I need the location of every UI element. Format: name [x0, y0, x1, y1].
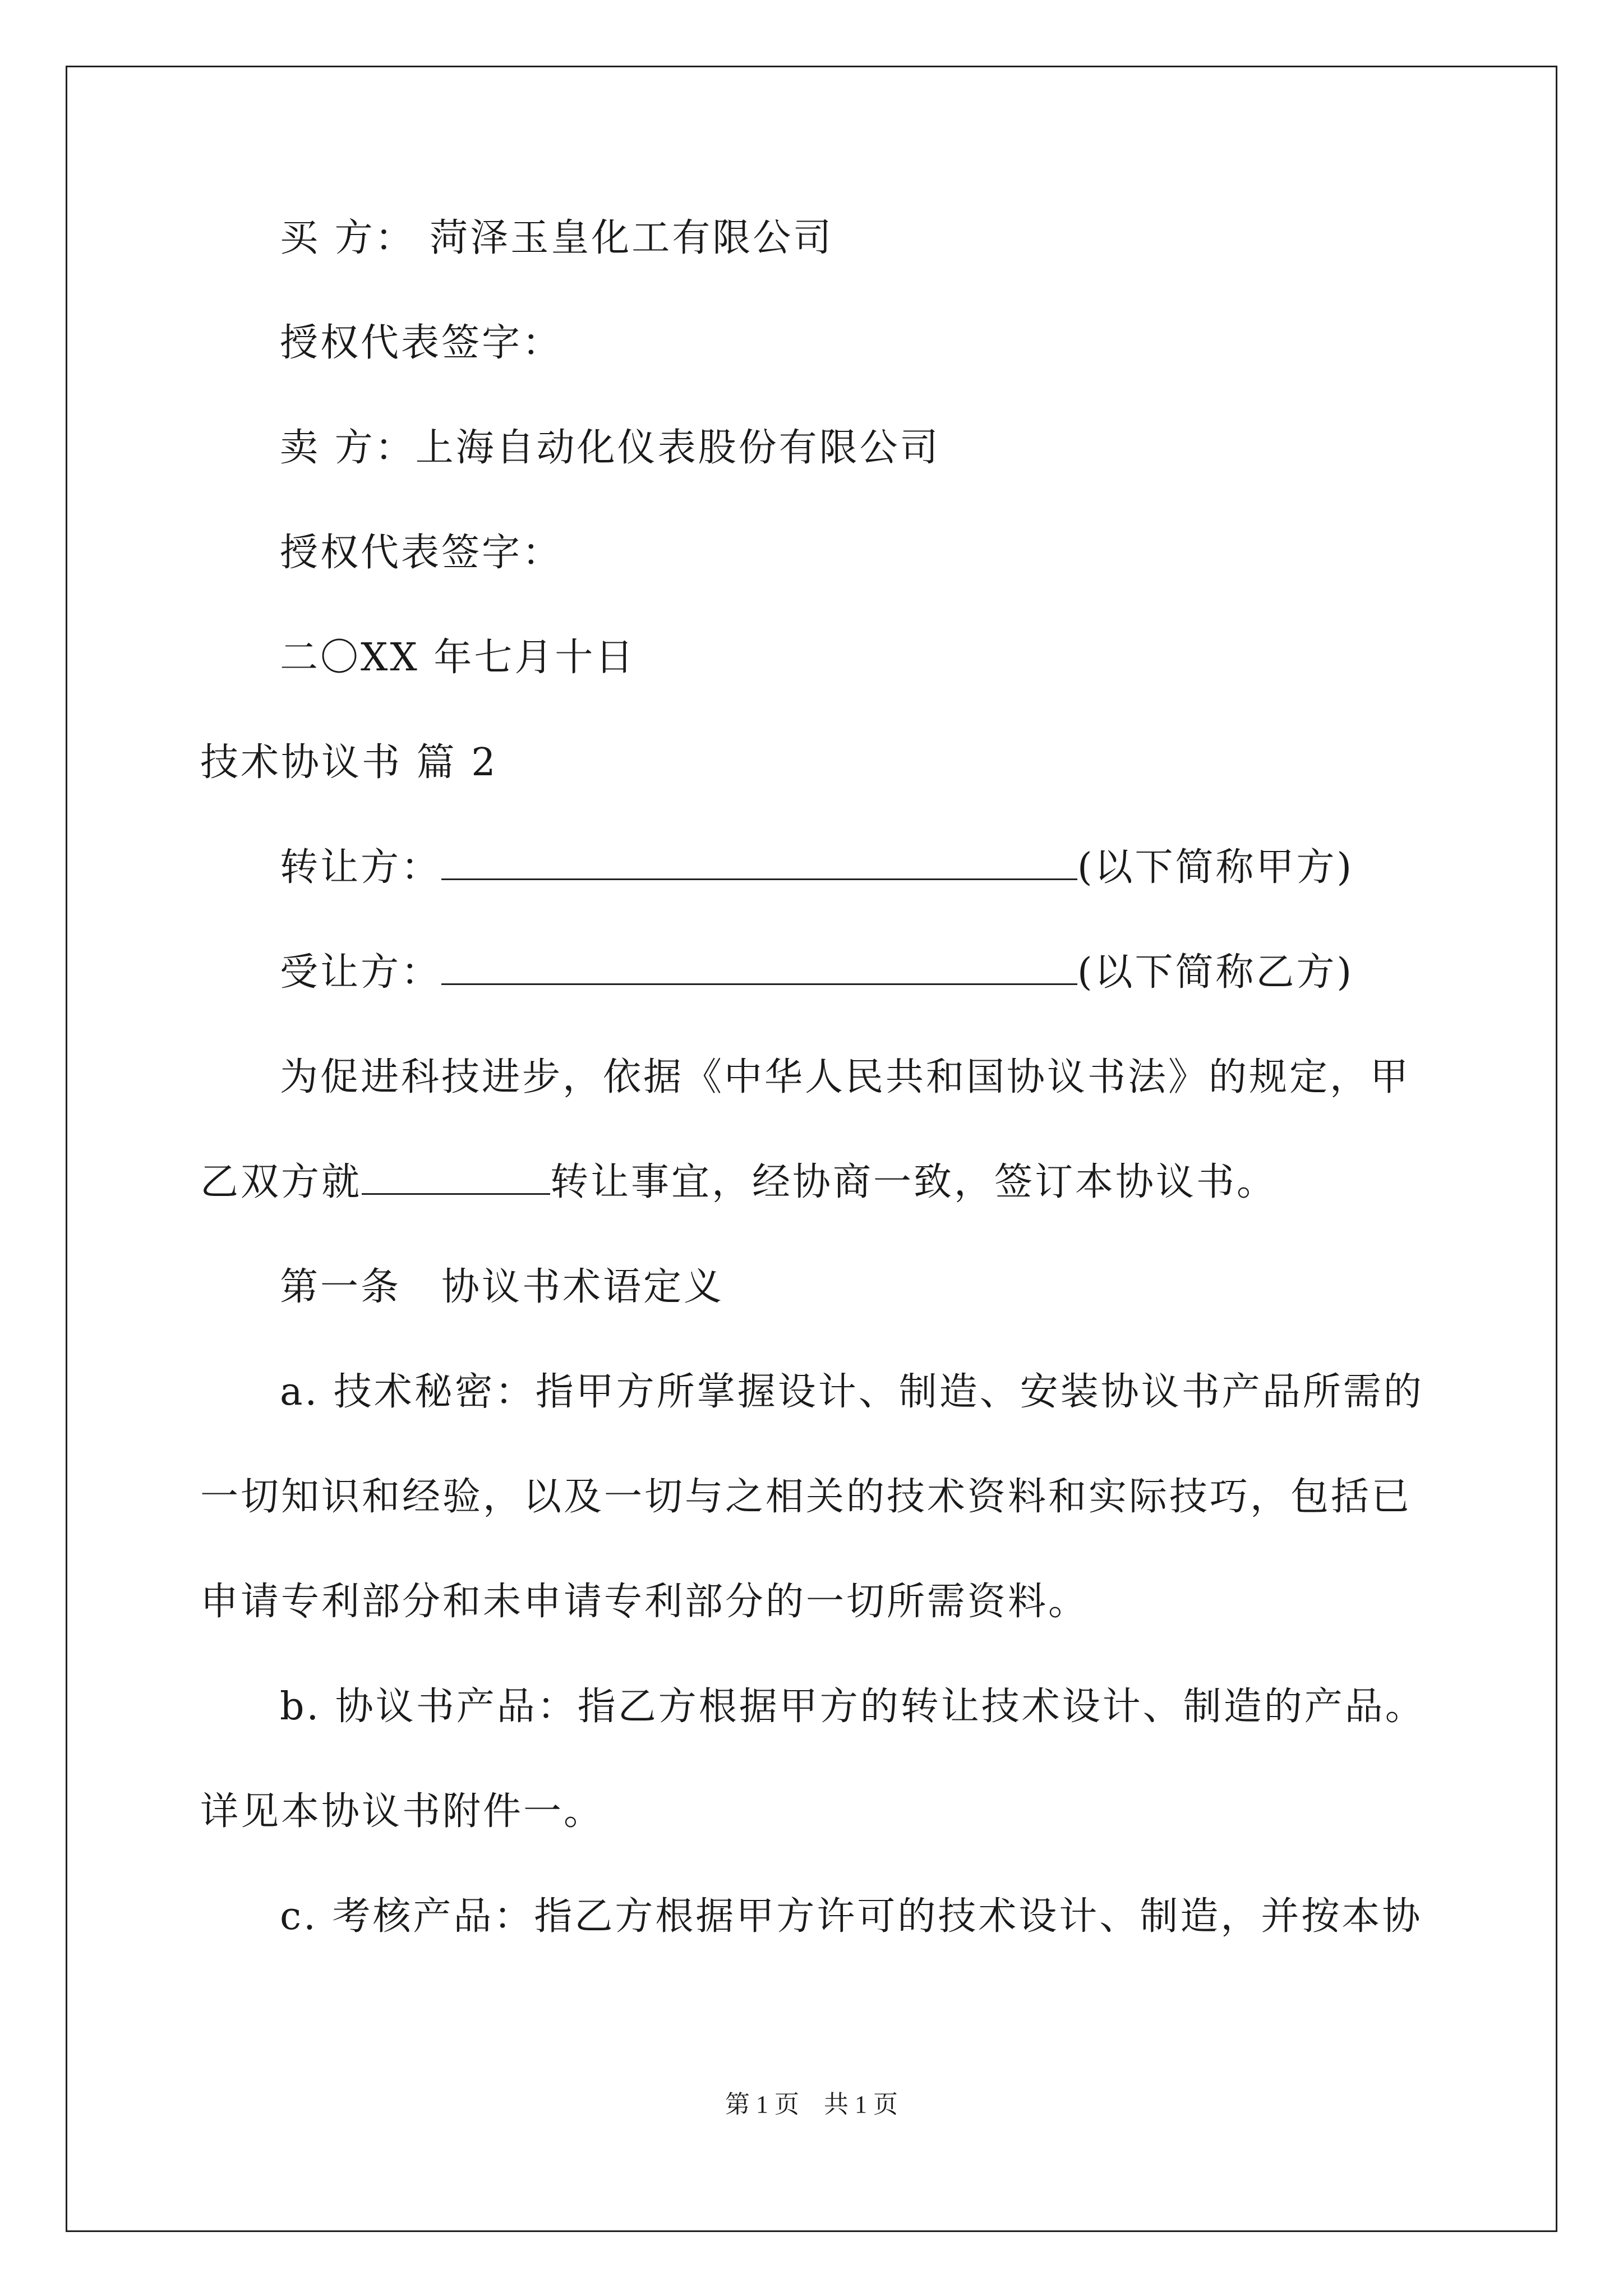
transferee-label: 受让方：	[280, 950, 442, 995]
clause-b-line-2: 详见本协议书附件一。	[200, 1789, 605, 1834]
buyer-line: 买 方： 菏泽玉皇化工有限公司	[280, 216, 834, 260]
clause-a-line-3: 申请专利部分和未申请专利部分的一切所需资料。	[200, 1580, 1089, 1624]
transferee-line	[280, 947, 1354, 998]
article-1-heading: 第一条 协议书术语定义	[280, 1265, 725, 1309]
transferor-blank	[441, 846, 1077, 880]
transferor-line	[280, 843, 1354, 893]
transferee-suffix: (以下简称乙方)	[1077, 950, 1354, 995]
clause-a-line-1: a. 技术秘密：指甲方所掌握设计、制造、安装协议书产品所需的	[280, 1370, 1424, 1414]
seller-line: 卖 方：上海自动化仪表股份有限公司	[280, 426, 940, 470]
seller-signature-line: 授权代表签字：	[280, 531, 563, 575]
intro-paragraph-line-2	[200, 1157, 1277, 1208]
clause-c-line-1: c. 考核产品：指乙方根据甲方许可的技术设计、制造，并按本协	[280, 1894, 1423, 1939]
intro-paragraph-line-1: 为促进科技进步，依据《中华人民共和国协议书法》的规定，甲	[280, 1055, 1411, 1099]
transferor-label: 转让方：	[280, 845, 442, 890]
page-footer: 第 1 页 共 1 页	[725, 2091, 898, 2118]
transferee-blank	[441, 951, 1077, 985]
subject-blank	[362, 1161, 550, 1195]
intro-line2-start: 乙双方就	[200, 1160, 362, 1204]
clause-b-line-1: b. 协议书产品：指乙方根据甲方的转让技术设计、制造的产品。	[280, 1685, 1426, 1729]
clause-a-line-2: 一切知识和经验，以及一切与之相关的技术资料和实际技巧，包括已	[200, 1475, 1412, 1519]
transferor-suffix: (以下简称甲方)	[1077, 845, 1354, 890]
intro-line2-end: 转让事宜，经协商一致，签订本协议书。	[550, 1160, 1278, 1204]
buyer-signature-line: 授权代表签字：	[280, 321, 563, 365]
section-title: 技术协议书 篇 2	[200, 740, 498, 785]
date-line: 二〇XX 年七月十日	[280, 636, 636, 680]
